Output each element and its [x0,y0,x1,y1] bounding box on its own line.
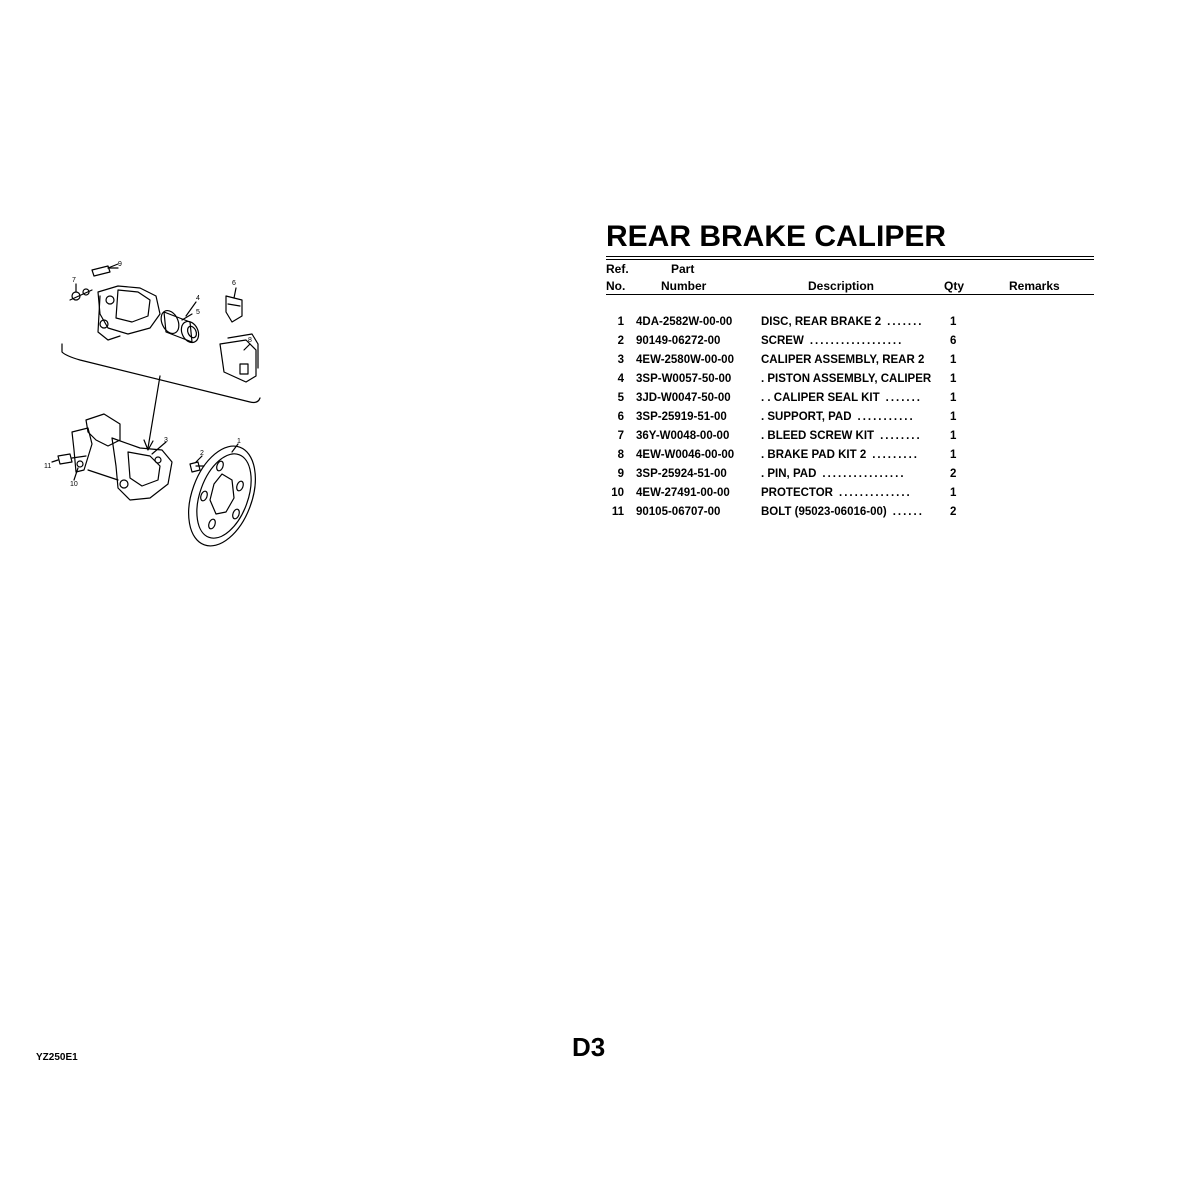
row-qty: 2 [950,468,957,480]
title-rule [606,256,1094,257]
pad-support-part [226,296,242,322]
brake-disc-part [176,437,268,555]
callout-2: 2 [200,450,204,457]
bleed-screw-part [92,266,118,276]
row-leader-dots: ........ [880,430,922,442]
row-description [761,430,937,442]
bolt-part [58,454,86,464]
row-ref: 6 [617,411,624,423]
row-qty: 6 [950,335,957,347]
row-description-text: CALIPER ASSEMBLY, REAR 2 [761,354,925,366]
row-ref: 9 [617,468,624,480]
row-description [761,506,937,518]
row-description-text: PROTECTOR [761,487,833,499]
row-qty: 1 [950,487,957,499]
row-qty: 1 [950,449,957,461]
row-part-number: 4DA-2582W-00-00 [636,316,733,328]
row-description-text: . BRAKE PAD KIT 2 [761,449,867,461]
row-leader-dots: ....... [885,392,923,404]
header-ref-line2: No. [606,279,626,293]
header-ref-line1: Ref. [606,262,629,276]
row-description-text: . SUPPORT, PAD [761,411,852,423]
row-leader-dots [924,354,937,366]
header-part-line1: Part [671,262,695,276]
header-qty: Qty [944,279,965,293]
row-description-text: . . CALIPER SEAL KIT [761,392,880,404]
row-ref: 3 [617,354,624,366]
row-qty: 1 [950,392,957,404]
row-part-number: 90149-06272-00 [636,335,721,347]
row-description [761,354,937,366]
row-part-number: 3SP-W0057-50-00 [636,373,732,385]
row-description [761,316,937,328]
page-title: REAR BRAKE CALIPER [606,220,947,253]
row-description-text: . PISTON ASSEMBLY, CALIPER [761,373,932,385]
row-description [761,468,937,480]
row-leader-dots: ...... [892,506,924,518]
row-part-number: 3SP-25924-51-00 [636,468,727,480]
page-number: D3 [572,1032,606,1062]
row-leader-dots: ................ [822,468,906,480]
caliper-assembly-part [86,414,172,500]
callout-10: 10 [70,481,78,488]
callout-4: 4 [196,295,200,302]
header-rule [606,294,1094,295]
row-description [761,335,937,347]
row-qty: 2 [950,506,957,518]
brake-pads-part [220,334,258,382]
callout-1: 1 [237,438,241,445]
row-qty: 1 [950,373,957,385]
row-description [761,411,937,423]
row-part-number: 90105-06707-00 [636,506,721,518]
callout-5: 5 [196,309,200,316]
row-description-text: DISC, REAR BRAKE 2 [761,316,882,328]
model-code: YZ250E1 [36,1052,78,1063]
row-leader-dots: ......... [872,449,919,461]
fitting-part [70,289,92,300]
header-part-line2: Number [661,279,707,293]
assembly-bracket-line [62,344,260,403]
row-ref: 7 [617,430,624,442]
row-description [761,449,937,461]
row-description [761,392,937,404]
row-ref: 11 [611,506,624,518]
row-description-text: . PIN, PAD [761,468,817,480]
row-leader-dots: ........... [857,411,915,423]
row-ref: 4 [617,373,624,385]
callout-9: 9 [118,261,122,268]
callout-3: 3 [164,437,168,444]
protector-part [72,428,92,472]
row-qty: 1 [950,354,957,366]
row-part-number: 4EW-2580W-00-00 [636,354,734,366]
row-qty: 1 [950,430,957,442]
header-remarks: Remarks [1009,279,1060,293]
row-leader-dots [931,373,937,385]
row-description-text: . BLEED SCREW KIT [761,430,875,442]
row-ref: 2 [617,335,624,347]
callout-6: 6 [232,280,236,287]
row-leader-dots: .................. [809,335,904,347]
callout-7: 7 [72,277,76,284]
row-description-text: SCREW [761,335,804,347]
row-ref: 10 [611,487,624,499]
callout-8: 8 [248,337,252,344]
diagram-callouts [44,261,252,488]
assembly-arrow [148,376,160,448]
row-description-text: BOLT (95023-06016-00) [761,506,887,518]
row-leader-dots: .............. [839,487,912,499]
row-ref: 1 [617,316,624,328]
disc-screw-part [190,462,204,472]
row-ref: 8 [617,449,624,461]
row-description [761,487,937,499]
row-part-number: 4EW-27491-00-00 [636,487,730,499]
row-part-number: 3JD-W0047-50-00 [636,392,731,404]
row-qty: 1 [950,316,957,328]
title-rule-thin [606,259,1094,260]
row-part-number: 36Y-W0048-00-00 [636,430,730,442]
row-part-number: 4EW-W0046-00-00 [636,449,735,461]
header-description: Description [808,279,875,293]
row-description [761,373,937,385]
upper-caliper-part [98,286,160,340]
callout-11: 11 [44,463,52,470]
row-qty: 1 [950,411,957,423]
row-ref: 5 [617,392,624,404]
exploded-parts-diagram [0,0,600,600]
row-part-number: 3SP-25919-51-00 [636,411,727,423]
row-leader-dots: ....... [887,316,924,328]
